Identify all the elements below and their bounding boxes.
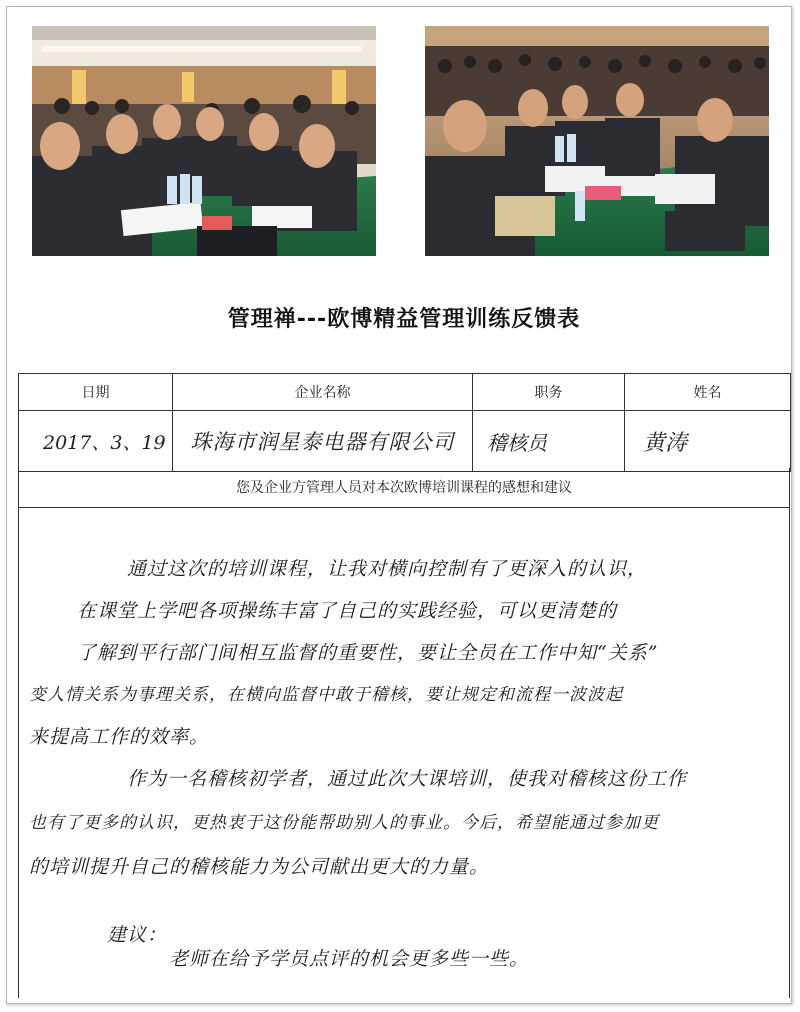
value-name: 黄涛 [625,411,791,472]
value-role: 稽核员 [473,411,625,472]
feedback-line: 来提高工作的效率。 [29,726,210,748]
header-role: 职务 [473,374,625,411]
feedback-body [18,508,790,998]
header-name: 姓名 [625,374,791,411]
training-photo-left [32,26,376,256]
info-value-row [19,411,791,472]
feedback-line: 在课堂上学吧各项操练丰富了自己的实践经验，可以更清楚的 [77,600,618,622]
training-room-photo-icon [32,26,376,256]
feedback-line: 了解到平行部门间相互监督的重要性，要让全员在工作中知“关系” [77,642,659,664]
value-date: 2017、3、19 [19,411,173,472]
feedback-prompt: 您及企业方管理人员对本次欧博培训课程的感想和建议 [18,468,790,508]
info-header-row [19,374,791,411]
header-date: 日期 [19,374,173,411]
info-table [18,373,791,472]
feedback-line: 变人情关系为事理关系，在横向监督中敢于稽核，要让规定和流程一波波起 [29,685,623,705]
feedback-line: 通过这次的培训课程，让我对横向控制有了更深入的认识， [127,558,648,580]
feedback-line: 的培训提升自己的稽核能力为公司献出更大的力量。 [29,856,490,878]
form-title: 管理禅---欧博精益管理训练反馈表 [227,307,581,332]
feedback-line: 老师在给予学员点评的机会更多些一些。 [169,948,530,970]
training-room-photo-icon [425,26,769,256]
feedback-line: 作为一名稽核初学者，通过此次大课培训，使我对稽核这份工作 [127,768,688,790]
header-company: 企业名称 [173,374,473,411]
feedback-line: 也有了更多的认识，更热衷于这份能帮助别人的事业。今后，希望能通过参加更 [29,813,659,833]
training-photo-right [425,26,769,256]
feedback-form [18,262,790,998]
feedback-line: 建议： [107,924,168,946]
value-company: 珠海市润星泰电器有限公司 [173,411,473,472]
